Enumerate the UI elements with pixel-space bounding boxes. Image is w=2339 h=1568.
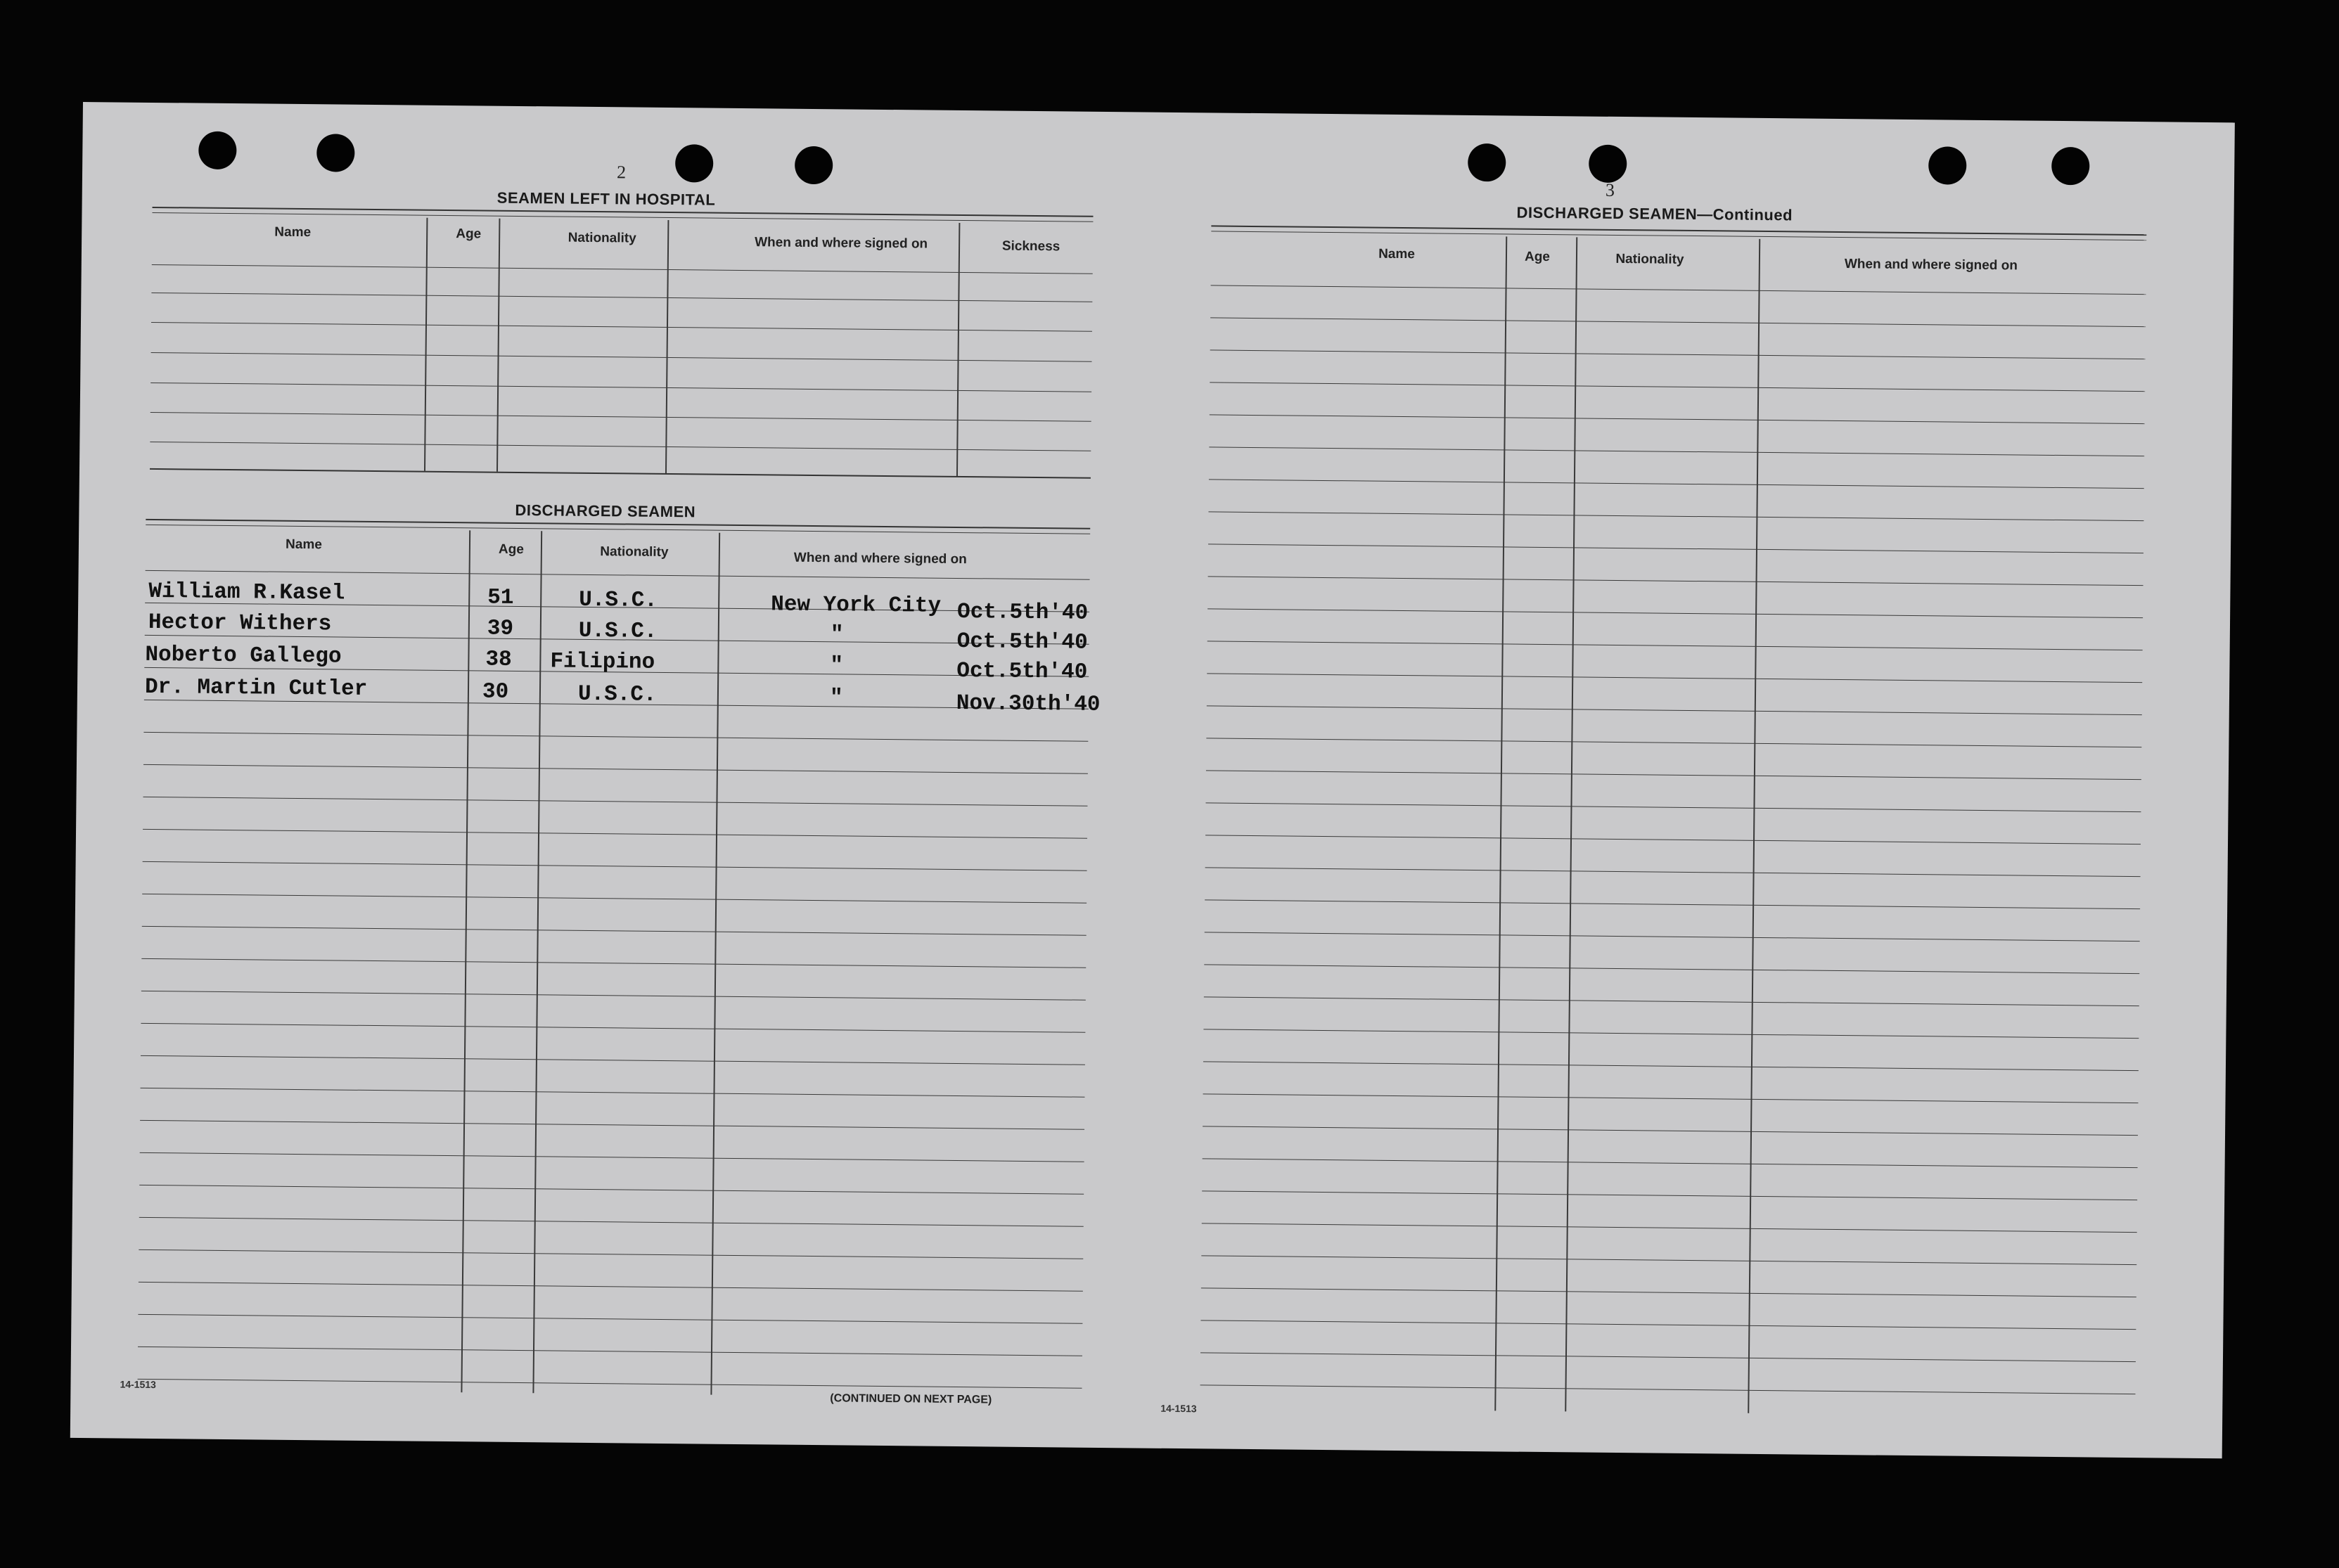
table-row-line <box>141 1023 1085 1033</box>
table-row-line <box>138 1347 1082 1356</box>
table-row-line <box>1210 382 2145 392</box>
table-row-line <box>143 764 1088 774</box>
punch-hole <box>795 146 833 185</box>
table-row-line <box>1203 1029 2139 1039</box>
col-header-name: Name <box>285 536 322 553</box>
right-page <box>1146 113 2235 1459</box>
column-divider <box>1494 236 1507 1410</box>
signed-on-date: Oct.5th'40 <box>956 599 1089 626</box>
table-row-line <box>146 570 1090 580</box>
column-divider <box>665 220 669 473</box>
table-row-line <box>150 412 1091 422</box>
discharged-section-title: DISCHARGED SEAMEN <box>515 501 696 521</box>
col-header-nationality: Nationality <box>1615 251 1684 267</box>
table-row-line <box>1202 1223 2137 1233</box>
table-row-line <box>151 322 1092 332</box>
table-row-line <box>138 1379 1082 1389</box>
table-row-line <box>1201 1255 2136 1265</box>
column-divider <box>496 219 500 472</box>
table-row-line <box>1200 1320 2136 1330</box>
table-row-line <box>141 958 1086 968</box>
continued-footer: (CONTINUED ON NEXT PAGE) <box>830 1392 992 1406</box>
table-row-line <box>1210 317 2146 327</box>
signed-on-place: " <box>830 653 844 679</box>
table-row-line <box>1204 964 2139 974</box>
table-row-line <box>1206 738 2141 747</box>
signed-on-date: Oct.5th'40 <box>956 658 1088 685</box>
table-row-line <box>138 1314 1082 1324</box>
punch-hole <box>1468 143 1506 182</box>
table-row-line <box>150 442 1091 451</box>
table-row-line <box>1208 511 2143 521</box>
table-row-line <box>1203 1061 2139 1071</box>
table-row-line <box>1203 1158 2138 1168</box>
table-row-line <box>1201 1287 2136 1297</box>
col-header-name: Name <box>1378 246 1415 262</box>
table-row-line <box>151 352 1092 362</box>
table-row-line <box>139 1217 1084 1227</box>
page-number: 2 <box>616 162 627 183</box>
col-header-nationality: Nationality <box>600 544 669 560</box>
table-row-line <box>1205 932 2140 942</box>
table-row-line <box>139 1185 1084 1195</box>
table-row-line <box>1207 608 2143 618</box>
punch-hole <box>1589 145 1627 184</box>
table-row-line <box>1202 1190 2137 1200</box>
column-divider <box>424 218 428 471</box>
table-row-line <box>143 861 1087 871</box>
column-divider <box>956 223 960 476</box>
table-row-line <box>141 991 1086 1001</box>
table-row-line <box>142 894 1087 904</box>
table-row-line <box>1209 446 2144 456</box>
hospital-section-title: SEAMEN LEFT IN HOSPITAL <box>496 188 716 209</box>
col-header-age: Age <box>456 226 482 242</box>
table-row-line <box>1200 1384 2136 1394</box>
table-row-line <box>140 1152 1084 1162</box>
signed-on-date: Nov.30th'40 <box>956 690 1101 717</box>
table-row-line <box>1200 1352 2136 1362</box>
table-row-line <box>1205 835 2141 844</box>
table-row-line <box>1208 544 2143 553</box>
col-header-signed-on: When and where signed on <box>755 235 928 252</box>
table-top-rule <box>1211 225 2146 236</box>
table-row-line <box>142 926 1087 936</box>
form-number: 14-1513 <box>1160 1402 1197 1415</box>
col-header-signed-on: When and where signed on <box>793 550 967 567</box>
table-row-line <box>1207 705 2142 715</box>
seaman-age: 39 <box>487 616 514 641</box>
col-header-age: Age <box>1524 249 1551 265</box>
signed-on-place: New York City <box>771 592 942 619</box>
table-row-line <box>1205 899 2140 909</box>
col-header-nationality: Nationality <box>568 230 636 246</box>
form-number: 14-1513 <box>120 1378 156 1391</box>
seaman-nationality: U.S.C. <box>579 587 658 613</box>
table-row-line <box>152 264 1093 274</box>
col-header-age: Age <box>498 541 524 558</box>
seaman-nationality: U.S.C. <box>578 618 658 644</box>
table-row-line <box>140 1120 1084 1130</box>
table-row-line <box>143 797 1088 807</box>
seaman-age: 38 <box>485 647 512 672</box>
table-row-line <box>1208 576 2143 586</box>
table-row-line <box>141 1055 1085 1065</box>
signed-on-place: " <box>830 622 844 648</box>
discharged-continued-title: DISCHARGED SEAMEN—Continued <box>1516 203 1793 224</box>
column-divider <box>1565 237 1577 1411</box>
table-row-line <box>141 1088 1085 1098</box>
col-header-signed-on: When and where signed on <box>1844 257 2018 274</box>
punch-hole <box>1928 146 1967 185</box>
table-row-line <box>1204 996 2139 1006</box>
seaman-name: William R.Kasel <box>148 579 345 606</box>
column-divider <box>1748 239 1760 1413</box>
signed-on-place: " <box>829 686 843 711</box>
table-row-line <box>151 293 1092 302</box>
table-row-line <box>150 383 1091 392</box>
col-header-sickness: Sickness <box>1001 238 1060 255</box>
table-row-line <box>1209 479 2144 489</box>
signed-on-date: Oct.5th'40 <box>956 629 1088 655</box>
table-bottom-rule <box>150 468 1091 479</box>
table-row-line <box>1203 1126 2138 1136</box>
table-row-line <box>143 732 1088 742</box>
col-header-name: Name <box>274 224 312 240</box>
table-row-line <box>1210 414 2145 424</box>
seaman-age: 30 <box>482 679 509 705</box>
punch-hole <box>198 131 237 170</box>
punch-hole <box>316 134 355 172</box>
table-row-line <box>1203 1093 2139 1103</box>
table-row-line <box>139 1282 1083 1292</box>
table-row-line <box>1207 641 2143 650</box>
seaman-nationality: U.S.C. <box>577 681 657 707</box>
page-number: 3 <box>1605 179 1615 200</box>
table-row-line <box>139 1249 1083 1259</box>
table-row-line <box>1206 770 2141 780</box>
table-row-line <box>1205 867 2141 877</box>
seaman-age: 51 <box>487 585 514 610</box>
table-row-line <box>1210 349 2146 359</box>
table-row-line <box>1211 285 2146 295</box>
left-page <box>70 102 1159 1448</box>
punch-hole <box>675 144 714 183</box>
discharged-row-lines <box>83 102 1159 113</box>
punch-hole <box>2051 147 2090 186</box>
seaman-nationality: Filipino <box>550 649 655 675</box>
manifest-sheet <box>70 102 2235 1458</box>
table-row-line <box>1205 802 2141 812</box>
table-row-line <box>1207 673 2142 683</box>
seaman-name: Noberto Gallego <box>145 642 342 669</box>
seaman-name: Dr. Martin Cutler <box>144 674 368 702</box>
continued-row-lines <box>1159 113 2235 123</box>
table-row-line <box>143 829 1087 839</box>
seaman-name: Hector Withers <box>148 610 332 637</box>
